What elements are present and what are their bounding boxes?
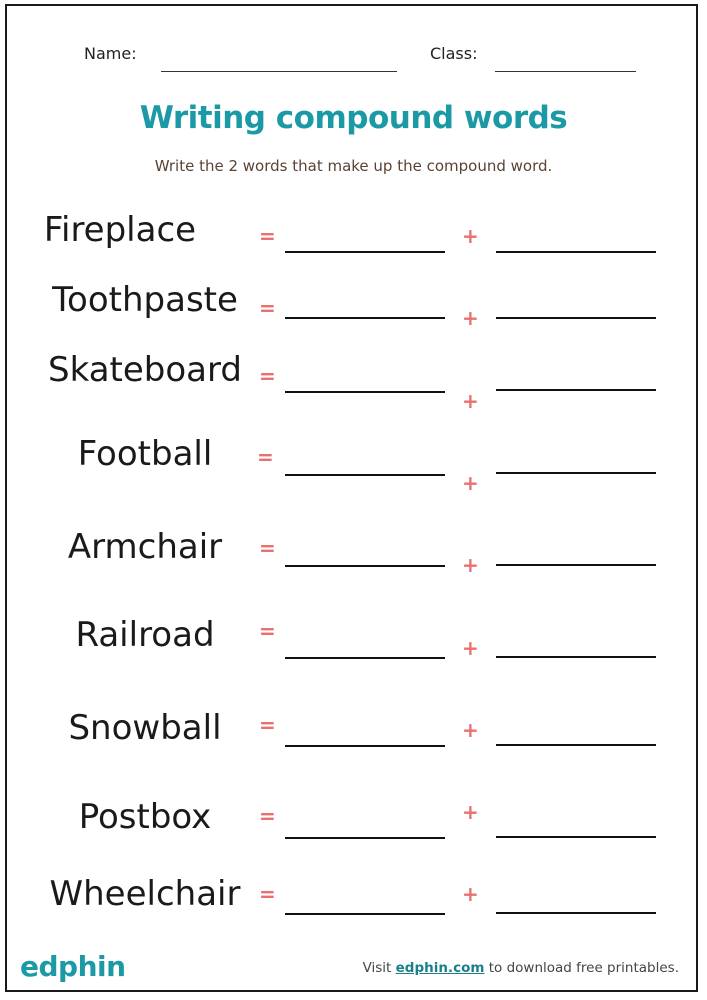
blank-1a[interactable] (285, 251, 445, 253)
blank-7b[interactable] (496, 744, 656, 746)
blank-8a[interactable] (285, 837, 445, 839)
blank-5b[interactable] (496, 564, 656, 566)
class-line[interactable] (495, 71, 636, 72)
plus-2: + (462, 306, 479, 330)
equals-9: = (259, 882, 276, 906)
word-7: Snowball (68, 708, 222, 748)
plus-1: + (462, 224, 479, 248)
equals-4: = (257, 445, 274, 469)
instructions: Write the 2 words that make up the compound word. (154, 157, 553, 175)
blank-8b[interactable] (496, 836, 656, 838)
footer-text (363, 960, 679, 976)
blank-1b[interactable] (496, 251, 656, 253)
word-9: Wheelchair (49, 874, 241, 914)
word-3: Skateboard (48, 350, 242, 390)
equals-1: = (259, 224, 276, 248)
name-label: Name: (84, 44, 137, 63)
blank-9a[interactable] (285, 913, 445, 915)
equals-6: = (259, 619, 276, 643)
plus-4: + (462, 471, 479, 495)
blank-6b[interactable] (496, 656, 656, 658)
word-2: Toothpaste (52, 280, 238, 320)
equals-5: = (259, 536, 276, 560)
word-4: Football (77, 434, 213, 474)
blank-6a[interactable] (285, 657, 445, 659)
blank-3a[interactable] (285, 391, 445, 393)
blank-3b[interactable] (496, 389, 656, 391)
plus-5: + (462, 553, 479, 577)
plus-7: + (462, 718, 479, 742)
class-label: Class: (430, 44, 478, 63)
page-title: Writing compound words (139, 100, 568, 136)
blank-9b[interactable] (496, 912, 656, 914)
blank-2a[interactable] (285, 317, 445, 319)
footer-site-link[interactable]: edphin.com (395, 960, 485, 976)
worksheet-border (5, 4, 698, 992)
blank-4b[interactable] (496, 472, 656, 474)
equals-3: = (259, 364, 276, 388)
name-line[interactable] (161, 71, 397, 72)
blank-7a[interactable] (285, 745, 445, 747)
blank-2b[interactable] (496, 317, 656, 319)
word-6: Railroad (75, 615, 215, 655)
plus-9: + (462, 882, 479, 906)
word-1: Fireplace (43, 210, 197, 250)
word-5: Armchair (67, 527, 223, 567)
equals-2: = (259, 296, 276, 320)
equals-8: = (259, 804, 276, 828)
plus-3: + (462, 389, 479, 413)
footer-suffix: to download free printables. (484, 960, 679, 976)
blank-5a[interactable] (285, 565, 445, 567)
plus-8: + (462, 800, 479, 824)
edphin-logo: edphin (20, 950, 126, 983)
equals-7: = (259, 713, 276, 737)
blank-4a[interactable] (285, 474, 445, 476)
word-8: Postbox (78, 797, 212, 837)
plus-6: + (462, 636, 479, 660)
footer-prefix: Visit (362, 960, 396, 976)
